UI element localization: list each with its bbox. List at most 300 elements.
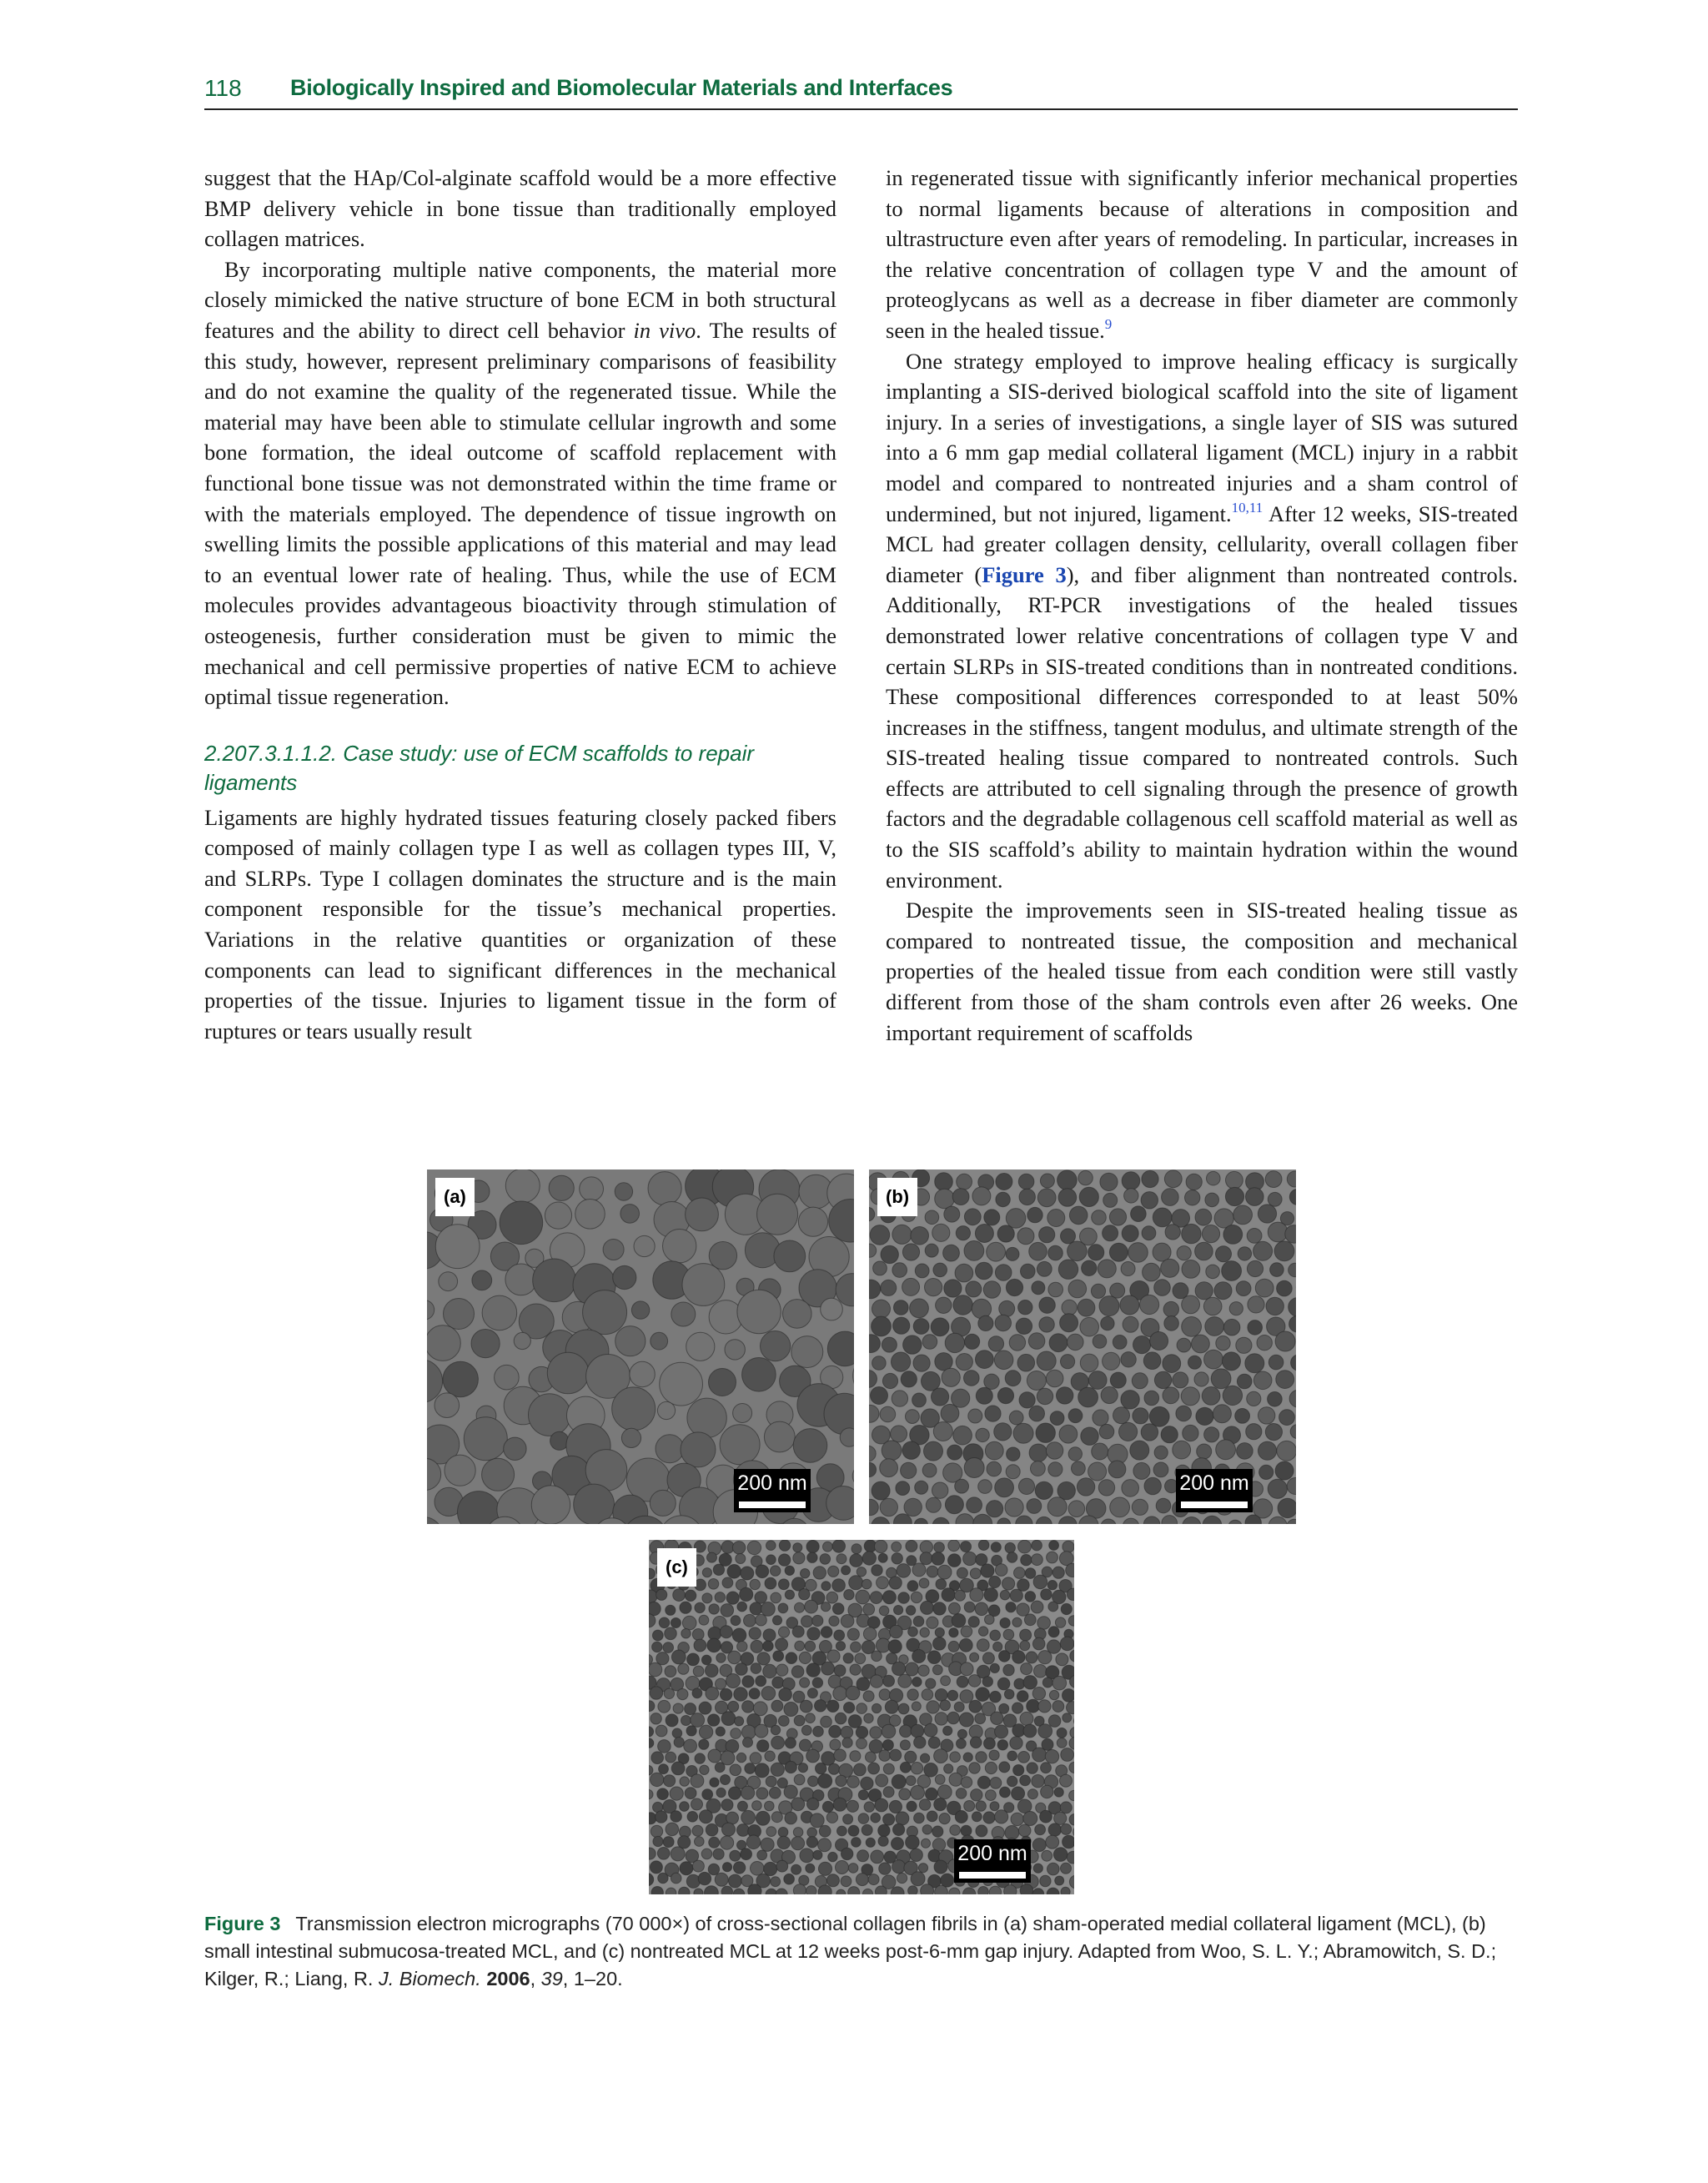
collagen-fibril <box>911 1724 924 1738</box>
collagen-fibril <box>1211 1369 1231 1389</box>
collagen-fibril <box>1041 1763 1052 1773</box>
collagen-fibril <box>920 1552 932 1565</box>
scale-bar <box>954 1839 1031 1883</box>
collagen-fibril <box>1048 1245 1063 1260</box>
collagen-fibril <box>1018 1478 1034 1494</box>
collagen-fibril <box>1248 1296 1264 1313</box>
collagen-fibril <box>883 1787 894 1798</box>
collagen-fibril <box>1246 1424 1262 1440</box>
collagen-fibril <box>948 1540 960 1552</box>
collagen-fibril <box>883 1675 895 1687</box>
collagen-fibril <box>1040 1810 1052 1823</box>
collagen-fibril <box>862 1579 872 1589</box>
collagen-fibril <box>961 1542 972 1552</box>
page-number: 118 <box>204 75 242 101</box>
collagen-fibril <box>720 1425 760 1465</box>
collagen-fibril <box>1061 1887 1070 1894</box>
collagen-fibril <box>997 1225 1014 1242</box>
citation-link[interactable]: 9 <box>1104 315 1113 332</box>
collagen-fibril <box>878 1824 890 1836</box>
collagen-fibril <box>991 1712 1003 1724</box>
collagen-fibril <box>872 1481 890 1500</box>
collagen-fibril <box>1122 1480 1139 1497</box>
collagen-fibril <box>1173 1372 1188 1388</box>
collagen-fibril <box>649 1568 656 1578</box>
collagen-fibril <box>750 1753 761 1764</box>
collagen-fibril <box>963 1552 977 1565</box>
collagen-fibril <box>906 1540 917 1552</box>
collagen-fibril <box>1023 1812 1037 1826</box>
figure-link[interactable]: Figure 3 <box>982 561 1067 587</box>
collagen-fibril <box>828 1566 839 1577</box>
collagen-fibril <box>977 1639 989 1652</box>
collagen-fibril <box>997 1677 1010 1690</box>
collagen-fibril <box>737 1602 747 1612</box>
collagen-fibril <box>1205 1317 1224 1336</box>
collagen-fibril <box>1047 1210 1065 1227</box>
collagen-fibril <box>972 1187 991 1205</box>
collagen-fibril <box>984 1210 1000 1225</box>
collagen-fibril <box>978 1540 989 1551</box>
collagen-fibril <box>1154 1371 1171 1388</box>
collagen-fibril <box>850 1751 861 1762</box>
collagen-fibril <box>868 1617 881 1629</box>
collagen-fibril <box>439 1272 458 1291</box>
collagen-fibril <box>793 1429 827 1463</box>
collagen-fibril <box>1041 1589 1052 1600</box>
collagen-fibril <box>945 1333 964 1352</box>
collagen-fibril <box>990 1802 999 1811</box>
collagen-fibril <box>872 1703 882 1713</box>
collagen-fibril <box>1161 1259 1179 1277</box>
collagen-fibril <box>881 1245 898 1263</box>
collagen-fibril <box>903 1335 922 1354</box>
collagen-fibril <box>1099 1296 1119 1316</box>
collagen-fibril <box>1017 1354 1035 1371</box>
collagen-fibril <box>1046 1835 1059 1849</box>
collagen-fibril <box>710 1778 719 1787</box>
collagen-fibril <box>918 1665 929 1676</box>
collagen-fibril <box>882 1591 896 1604</box>
collagen-fibril <box>1020 1884 1033 1894</box>
collagen-fibril <box>926 1788 938 1800</box>
collagen-fibril <box>941 1676 951 1686</box>
collagen-fibril <box>921 1884 934 1894</box>
collagen-fibril <box>1214 1282 1232 1300</box>
collagen-fibril <box>728 1651 741 1664</box>
collagen-fibril <box>798 1207 827 1236</box>
collagen-fibril <box>771 1592 781 1603</box>
collagen-fibril <box>1068 1241 1088 1261</box>
collagen-fibril <box>922 1463 937 1477</box>
collagen-fibril <box>1027 1789 1037 1799</box>
collagen-fibril <box>856 1874 868 1886</box>
collagen-fibril <box>1133 1462 1150 1479</box>
collagen-fibril <box>1052 1567 1064 1578</box>
collagen-fibril <box>1110 1497 1130 1517</box>
collagen-fibril <box>1018 1300 1032 1315</box>
collagen-fibril <box>746 1835 761 1849</box>
collagen-fibril <box>844 1590 854 1600</box>
collagen-fibril <box>1048 1602 1058 1612</box>
collagen-fibril <box>896 1812 909 1825</box>
collagen-fibril <box>933 1602 946 1615</box>
collagen-fibril <box>1048 1823 1061 1836</box>
collagen-fibril <box>922 1838 931 1848</box>
running-header <box>204 75 1518 110</box>
collagen-fibril <box>835 1713 846 1724</box>
collagen-fibril <box>1033 1864 1042 1873</box>
collagen-fibril <box>686 1332 715 1361</box>
collagen-fibril <box>794 1715 805 1726</box>
collagen-fibril <box>630 1361 655 1386</box>
collagen-fibril <box>821 1627 832 1638</box>
collagen-fibril <box>631 1301 649 1319</box>
collagen-fibril <box>960 1662 973 1676</box>
collagen-fibril <box>989 1750 999 1760</box>
collagen-fibril <box>686 1726 696 1736</box>
paragraph-text: . The results of this study, however, represent preliminary comparisons of feasibility and do not examine the quality of the regenerated tissue. While the material may have been able to stimulate cellular ingrowth and some bone formation, the ideal outcome of scaffold replacement with functional bone tissue was not demonstrated within the time frame or with the materials employed. The dependence of tissue ingrowth on swelling limits the possible applications of this material and may lead to an eventual lower rate of healing. Thus, while the use of ECM molecules provides advantageous bioactivity through stimulation of osteogenesis, further consideration must be given to mimic the mechanical and cell permissive properties of native ECM to achieve optimal tissue regeneration. <box>204 317 837 710</box>
collagen-fibril <box>927 1617 938 1628</box>
collagen-fibril <box>1036 1423 1055 1442</box>
collagen-fibril <box>813 1726 824 1737</box>
collagen-fibril <box>1204 1350 1223 1369</box>
collagen-fibril <box>1061 1603 1072 1614</box>
collagen-fibril <box>713 1564 724 1575</box>
collagen-fibril <box>792 1626 804 1637</box>
collagen-fibril <box>504 1437 526 1460</box>
collagen-fibril <box>961 1777 972 1788</box>
collagen-fibril <box>1035 1824 1046 1835</box>
collagen-fibril <box>821 1716 832 1728</box>
collagen-fibril <box>910 1299 929 1318</box>
collagen-fibril <box>771 1736 785 1749</box>
collagen-fibril <box>785 1566 794 1575</box>
collagen-fibril <box>851 1642 862 1652</box>
collagen-fibril <box>1092 1443 1108 1460</box>
collagen-fibril <box>750 1602 762 1615</box>
collagen-fibril <box>948 1554 962 1567</box>
collagen-fibril <box>843 1653 853 1663</box>
collagen-fibril <box>990 1630 1001 1641</box>
collagen-fibril <box>1058 1189 1077 1207</box>
collagen-fibril <box>1223 1225 1243 1245</box>
collagen-fibril <box>1005 1542 1015 1552</box>
collagen-fibril <box>771 1725 780 1734</box>
collagen-fibril <box>1163 1355 1181 1373</box>
collagen-fibril <box>834 1749 846 1762</box>
collagen-fibril <box>651 1752 664 1764</box>
collagen-fibril <box>878 1553 887 1562</box>
collagen-fibril <box>709 1242 736 1270</box>
collagen-fibril <box>1062 1689 1075 1703</box>
collagen-fibril <box>826 1874 839 1887</box>
collagen-fibril <box>772 1677 784 1688</box>
collagen-fibril <box>1012 1703 1023 1713</box>
collagen-fibril <box>742 1701 754 1713</box>
collagen-fibril <box>826 1812 837 1823</box>
collagen-fibril <box>1177 1338 1191 1352</box>
collagen-fibril <box>945 1496 963 1514</box>
collagen-fibril <box>1019 1392 1035 1408</box>
collagen-fibril <box>1027 1763 1037 1773</box>
collagen-fibril <box>791 1837 805 1850</box>
collagen-fibril <box>665 1627 677 1640</box>
collagen-fibril <box>748 1884 761 1894</box>
collagen-fibril <box>942 1368 960 1386</box>
collagen-fibril <box>692 1825 703 1836</box>
collagen-fibril <box>990 1663 999 1672</box>
collagen-fibril <box>603 1240 624 1260</box>
collagen-fibril <box>1069 1206 1088 1225</box>
scale-bar-label: 200 nm <box>954 1839 1031 1868</box>
collagen-fibril <box>785 1590 794 1599</box>
collagen-fibril <box>921 1753 930 1763</box>
collagen-fibril <box>1216 1246 1232 1262</box>
collagen-fibril <box>914 1813 925 1823</box>
collagen-fibril <box>1032 1281 1045 1295</box>
collagen-fibril <box>1275 1461 1294 1480</box>
collagen-fibril <box>691 1798 703 1810</box>
collagen-fibril <box>1268 1192 1282 1206</box>
collagen-fibril <box>722 1863 731 1872</box>
collagen-fibril <box>1142 1170 1158 1187</box>
collagen-fibril <box>952 1614 966 1628</box>
collagen-fibril <box>1042 1677 1052 1688</box>
collagen-fibril <box>1182 1295 1200 1314</box>
collagen-fibril <box>906 1776 916 1786</box>
collagen-fibril <box>656 1811 667 1823</box>
collagen-fibril <box>907 1689 918 1700</box>
collagen-fibril <box>698 1872 711 1884</box>
collagen-fibril <box>575 1200 605 1230</box>
collagen-fibril <box>1057 1387 1073 1404</box>
collagen-fibril <box>1052 1701 1064 1713</box>
collagen-fibril <box>1047 1863 1060 1875</box>
collagen-fibril <box>471 1330 500 1358</box>
collagen-fibril <box>807 1552 817 1562</box>
collagen-fibril <box>772 1616 781 1625</box>
collagen-fibril <box>834 1630 845 1641</box>
collagen-fibril <box>949 1628 958 1637</box>
collagen-fibril <box>1055 1876 1064 1885</box>
collagen-fibril <box>708 1579 719 1590</box>
collagen-fibril <box>846 1686 860 1700</box>
collagen-fibril <box>664 1775 676 1787</box>
collagen-fibril <box>699 1810 712 1823</box>
collagen-fibril <box>651 1887 663 1895</box>
right-column <box>886 163 1518 1048</box>
collagen-fibril <box>989 1576 1001 1587</box>
collagen-fibril <box>1039 1227 1055 1243</box>
collagen-fibril <box>879 1689 890 1700</box>
collagen-fibril <box>957 1174 972 1190</box>
citation-link[interactable]: 10,11 <box>1231 499 1263 516</box>
collagen-fibril <box>1216 1336 1230 1351</box>
collagen-fibril <box>940 1700 951 1711</box>
collagen-fibril <box>685 1703 696 1715</box>
collagen-fibril <box>880 1459 898 1477</box>
collagen-fibril <box>911 1227 929 1245</box>
collagen-fibril <box>836 1554 846 1564</box>
collagen-fibril <box>776 1664 788 1676</box>
collagen-fibril <box>898 1703 909 1714</box>
collagen-fibril <box>671 1811 682 1823</box>
collagen-fibril <box>863 1691 874 1702</box>
collagen-fibril <box>677 1689 688 1700</box>
collagen-fibril <box>970 1737 982 1748</box>
collagen-fibril <box>694 1639 706 1652</box>
collagen-fibril <box>985 1615 995 1625</box>
collagen-fibril <box>959 1713 973 1727</box>
collagen-fibril <box>716 1653 726 1662</box>
collagen-fibril <box>1039 1317 1054 1332</box>
collagen-fibril <box>937 1785 952 1799</box>
collagen-fibril <box>744 1614 756 1627</box>
collagen-fibril <box>777 1836 790 1849</box>
collagen-fibril <box>1039 1297 1055 1313</box>
collagen-fibril <box>818 1838 831 1852</box>
collagen-fibril <box>863 1603 875 1615</box>
collagen-fibril <box>901 1462 917 1478</box>
collagen-fibril <box>844 1703 855 1713</box>
collagen-fibril <box>1029 1242 1047 1260</box>
collagen-fibril <box>1162 1189 1179 1206</box>
collagen-fibril <box>1150 1332 1168 1351</box>
collagen-fibril <box>650 1490 676 1516</box>
collagen-fibril <box>1055 1617 1065 1627</box>
collagen-fibril <box>882 1337 897 1352</box>
collagen-fibril <box>764 1862 777 1875</box>
collagen-fibril <box>1101 1316 1114 1330</box>
collagen-fibril <box>721 1751 735 1765</box>
collagen-fibril <box>959 1638 972 1652</box>
collagen-fibril <box>665 1666 676 1677</box>
collagen-fibril <box>687 1398 726 1437</box>
collagen-fibril <box>708 1864 719 1874</box>
collagen-fibril <box>987 1461 1002 1476</box>
collagen-fibril <box>583 1290 627 1335</box>
scale-bar-line <box>734 1497 811 1512</box>
paragraph-text: By incorporating multiple native components, the material more closely mimicked the native structure of bone ECM in both structural features and the ability to direct cell behavior <box>204 256 836 343</box>
collagen-fibril <box>1013 1423 1033 1443</box>
collagen-fibril <box>836 1642 845 1651</box>
collagen-fibril <box>891 1426 907 1442</box>
collagen-fibril <box>651 1713 661 1724</box>
collagen-fibril <box>1038 1700 1051 1713</box>
collagen-fibril <box>680 1802 690 1812</box>
collagen-fibril <box>849 1576 863 1590</box>
collagen-fibril <box>892 1263 907 1278</box>
collagen-fibril <box>706 1823 718 1836</box>
collagen-fibril <box>793 1552 805 1564</box>
collagen-fibril <box>783 1300 812 1329</box>
collagen-fibril <box>756 1614 767 1626</box>
collagen-fibril <box>1202 1225 1219 1243</box>
collagen-fibril <box>1020 1629 1032 1641</box>
paragraph-text: in regenerated tissue with significantly inferior mechanical properties to normal ligaments because of alterations in composition and ultrastructure even after years of remodeling. In particular, increases in the relative concentration of collagen type V and the amount of proteoglycans as well as a decrease in fiber diameter are commonly seen in the healed tissue. <box>886 165 1518 343</box>
collagen-fibril <box>911 1763 922 1774</box>
collagen-fibril <box>1205 1193 1219 1207</box>
collagen-fibril <box>1032 1554 1043 1566</box>
collagen-fibril <box>841 1726 853 1738</box>
collagen-fibril <box>976 1825 987 1837</box>
collagen-fibril <box>918 1864 927 1873</box>
collagen-fibril <box>663 1642 674 1653</box>
collagen-fibril <box>880 1498 897 1516</box>
collagen-fibril <box>687 1653 700 1666</box>
collagen-fibril <box>778 1603 788 1613</box>
collagen-fibril <box>964 1801 975 1812</box>
collagen-fibril <box>978 1480 992 1494</box>
collagen-fibril <box>955 1811 967 1823</box>
collagen-fibril <box>1182 1317 1202 1337</box>
collagen-fibril <box>699 1702 711 1714</box>
collagen-fibril <box>823 1542 833 1552</box>
collagen-fibril <box>821 1602 831 1612</box>
collagen-fibril <box>932 1482 948 1498</box>
collagen-fibril <box>955 1264 973 1282</box>
collagen-fibril <box>1009 1335 1025 1351</box>
collagen-fibril <box>732 1542 745 1554</box>
collagen-fibril <box>1279 1410 1295 1426</box>
collagen-fibril <box>807 1798 819 1810</box>
collagen-fibril <box>910 1849 922 1861</box>
collagen-fibril <box>1207 1171 1221 1185</box>
collagen-fibril <box>1268 1392 1283 1407</box>
collagen-fibril <box>1109 1209 1126 1225</box>
collagen-fibril <box>1229 1302 1243 1315</box>
collagen-fibril <box>976 1262 993 1280</box>
collagen-fibril <box>908 1886 918 1894</box>
collagen-fibril <box>715 1763 725 1773</box>
collagen-fibril <box>1018 1824 1031 1837</box>
collagen-fibril <box>832 1579 846 1592</box>
collagen-fibril <box>813 1567 826 1579</box>
collagen-fibril <box>933 1422 952 1441</box>
collagen-fibril <box>933 1637 947 1651</box>
collagen-fibril <box>1103 1352 1120 1370</box>
collagen-fibril <box>464 1417 507 1461</box>
collagen-fibril <box>1078 1387 1098 1407</box>
collagen-fibril <box>708 1714 720 1726</box>
collagen-fibril <box>741 1786 755 1799</box>
collagen-fibril <box>822 1801 833 1812</box>
collagen-fibril <box>890 1749 902 1761</box>
collagen-fibril <box>971 1789 982 1801</box>
collagen-fibril <box>1154 1446 1168 1459</box>
collagen-fibril <box>948 1641 959 1652</box>
collagen-fibril <box>709 1604 719 1614</box>
collagen-fibril <box>841 1876 851 1887</box>
collagen-fibril <box>970 1568 981 1579</box>
collagen-fibril <box>658 1740 671 1753</box>
collagen-fibril <box>751 1663 761 1674</box>
collagen-fibril <box>1142 1226 1156 1240</box>
collagen-fibril <box>1236 1281 1251 1296</box>
collagen-fibril <box>666 1823 679 1836</box>
paragraph-text: After 12 weeks, SIS-treated MCL had greater collagen density, cellularity, overall collagen fiber diameter ( <box>886 500 1518 587</box>
collagen-fibril <box>1277 1441 1296 1461</box>
collagen-fibril <box>846 1800 858 1812</box>
collagen-fibril <box>990 1691 1002 1703</box>
collagen-fibril <box>902 1278 920 1295</box>
collagen-fibril <box>547 1352 589 1394</box>
collagen-fibril <box>883 1763 894 1774</box>
collagen-fibril <box>726 1592 739 1604</box>
collagen-fibril <box>1018 1540 1032 1553</box>
collagen-fibril <box>648 1172 681 1205</box>
